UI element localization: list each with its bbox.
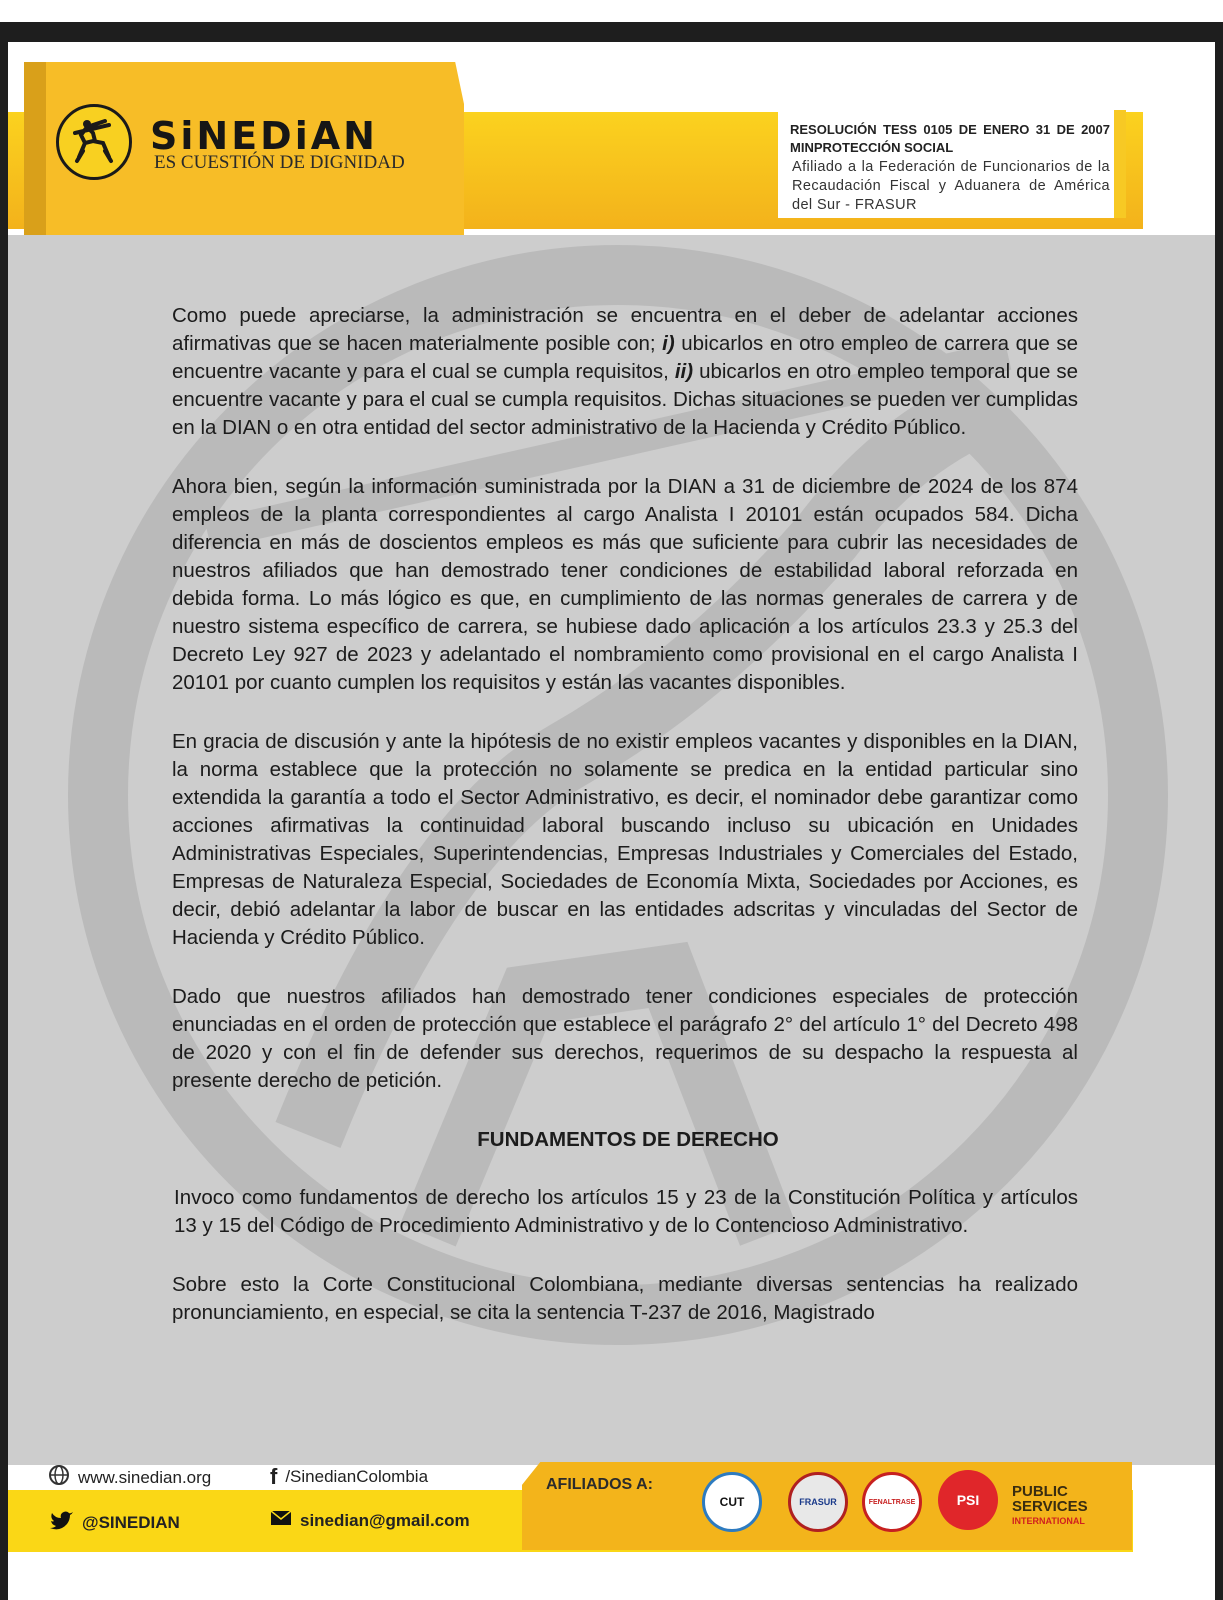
p1-text-b: ubicarlos en otro empleo de carrera que se encuentre vacante y para el cual se cumpla requisitos, — [172, 332, 1078, 383]
affiliation-text: Afiliado a la Federación de Funcionarios de la Recaudación Fiscal y Aduanera de América del Sur - FRASUR — [792, 159, 1110, 213]
section-heading: FUNDAMENTOS DE DERECHO — [477, 1128, 779, 1151]
document-page — [8, 42, 1215, 1600]
p1-text-c: ubicarlos en otro empleo temporal que se encuentre vacante y para el cual se cumpla requisitos. Dichas situaciones se pueden ver cumplidas en la DIAN o en otra entidad del sector administrativo de la Hacienda y Crédito Público. — [172, 360, 1078, 439]
paragraph-4: Dado que nuestros afiliados han demostrado tener condiciones especiales de protección enunciadas en el orden de protección que establece el parágrafo 2° del artículo 1° del Decreto 498 de 2020 y con el fin de defender sus derechos, requerimos de su despacho la respuesta al presente derecho de petición. — [172, 985, 1078, 1092]
brand-slogan: ES CUESTIÓN DE DIGNIDAD — [154, 152, 405, 173]
globe-icon — [48, 1464, 70, 1491]
facebook-link[interactable] — [270, 1464, 428, 1490]
resolution-title: RESOLUCIÓN TESS 0105 DE ENERO 31 DE 2007 MINPROTECCIÓN SOCIAL — [790, 122, 1110, 155]
affiliates-label: AFILIADOS A: — [546, 1476, 653, 1493]
p1-item-i: i) — [662, 332, 675, 355]
fenaltrase-label: FENALTRASE — [868, 1498, 916, 1506]
website-text: www.sinedian.org — [78, 1467, 212, 1487]
psi-badge — [938, 1470, 998, 1530]
p1-text-a: Como puede apreciarse, la administración se encuentra en el deber de adelantar acciones afirmativas que se hacen materialmente posible con; — [172, 304, 1078, 355]
cut-badge — [702, 1472, 762, 1532]
psi-line-3: INTERNATIONAL — [1012, 1516, 1085, 1526]
top-white-strip — [0, 0, 1223, 22]
fenaltrase-badge — [862, 1472, 922, 1532]
website-link[interactable] — [48, 1464, 211, 1491]
paragraph-5: Invoco como fundamentos de derecho los artículos 15 y 23 de la Constitución Política y artículos 13 y 15 del Código de Procedimiento Administrativo y de lo Contencioso Administrativo. — [174, 1186, 1078, 1237]
psi-wordmark — [1012, 1484, 1088, 1529]
paragraph-6: Sobre esto la Corte Constitucional Colombiana, mediante diversas sentencias ha realizado pronunciamiento, en especial, se cita la sentencia T-237 de 2016, Magistrado — [172, 1273, 1078, 1324]
twitter-text: @SINEDIAN — [82, 1512, 180, 1532]
paragraph-2: Ahora bien, según la información suministrada por la DIAN a 31 de diciembre de 2024 de los 874 empleos de la planta correspondientes al cargo Analista I 20101 están ocupados 584. Dicha diferencia en más de doscientos empleos es más que suficiente para cubrir las necesidades de nuestros afiliados que han demostrado tener condiciones de estabilidad laboral reforzada en debida forma. Lo más lógico es que, en cumplimiento de las normas generales de carrera y de nuestro sistema específico de carrera, se hubiese dado aplicación a los artículos 23.3 y 25.3 del Decreto Ley 927 de 2023 y adelantado el nombramiento como provisional en el cargo Analista I 20101 por cuanto cumplen los requisitos y están las vacantes disponibles. — [172, 475, 1078, 694]
frasur-label: FRASUR — [799, 1497, 837, 1507]
twitter-link[interactable] — [50, 1510, 180, 1535]
email-link[interactable] — [270, 1510, 470, 1531]
psi-line-1: PUBLIC — [1012, 1483, 1068, 1500]
twitter-icon — [50, 1510, 74, 1535]
letter-body — [172, 302, 1078, 1358]
page-bottom-margin — [8, 1552, 1215, 1600]
paragraph-1 — [172, 302, 1078, 442]
envelope-icon — [270, 1510, 292, 1531]
email-text: sinedian@gmail.com — [300, 1510, 470, 1530]
p1-item-ii: ii) — [674, 360, 694, 383]
brand-name: SiNEDiAN — [150, 114, 378, 158]
facebook-icon: f — [270, 1464, 278, 1489]
psi-line-2: SERVICES — [1012, 1498, 1088, 1515]
frasur-badge — [788, 1472, 848, 1532]
cut-label: CUT — [719, 1495, 745, 1509]
sagittarius-logo-icon — [56, 104, 132, 180]
facebook-text: /SinedianColombia — [285, 1467, 429, 1486]
resolution-box — [778, 110, 1126, 218]
psi-label: PSI — [956, 1492, 980, 1508]
paragraph-3: En gracia de discusión y ante la hipótesis de no existir empleos vacantes y disponibles en la DIAN, la norma establece que la protección no solamente se predica en la entidad particular sino extendida la garantía a todo el Sector Administrativo, es decir, el nominador debe garantizar como acciones afirmativas la continuidad laboral buscando incluso su ubicación en Unidades Administrativas Especiales, Superintendencias, Empresas Industriales y Comerciales del Estado, Empresas de Naturaleza Especial, Sociedades de Economía Mixta, Sociedades por Acciones, es decir, debió adelantar la labor de buscar en las entidades adscritas y vinculadas del Sector de Hacienda y Crédito Público. — [172, 730, 1078, 949]
